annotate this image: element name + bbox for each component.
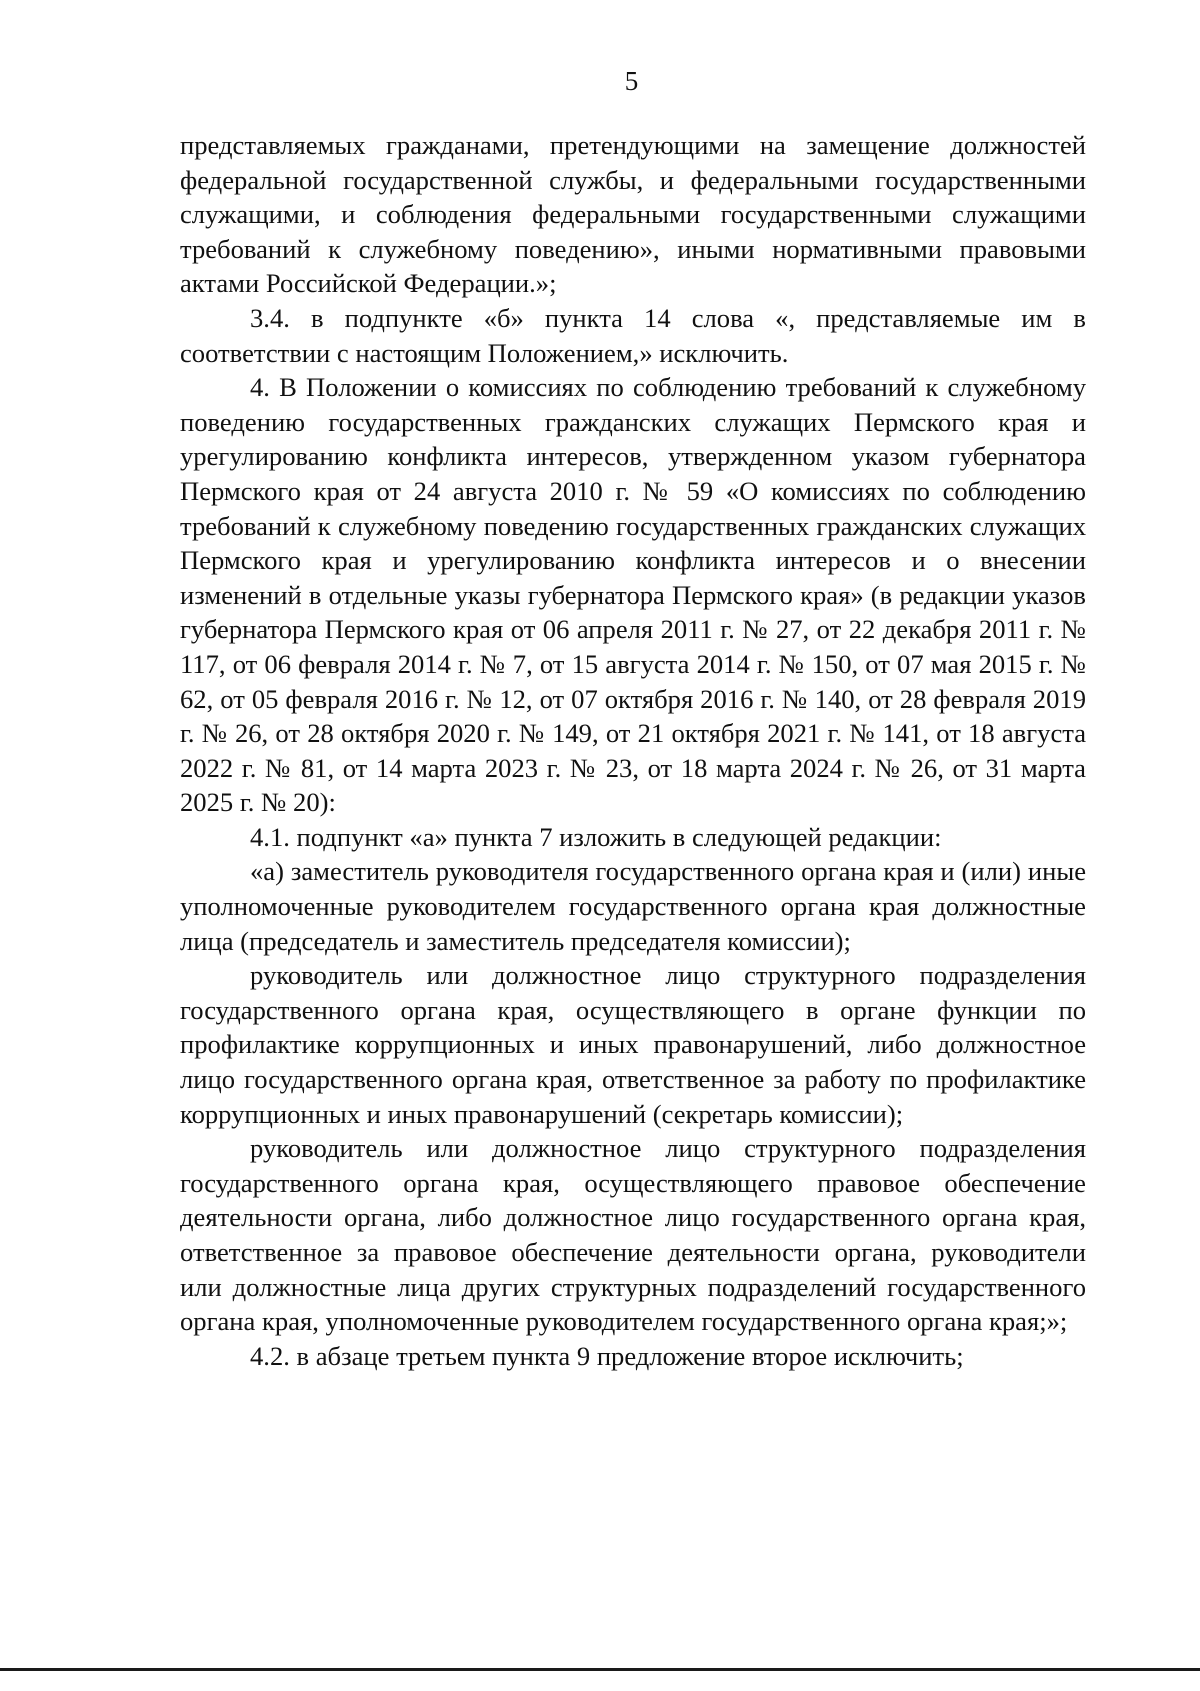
paragraph-item-3-4: 3.4. в подпункте «б» пункта 14 слова «, представляемые им в соответствии с настоящим Положением,» исключить. xyxy=(180,302,1086,368)
paragraph-legal-support: руководитель или должностное лицо структурного подразделения государственного органа края, осуществляющего правовое обеспечение деятельности органа, либо должностное лицо государственного органа края, ответственное за правовое обеспечение деятельности органа, руководители или должностные лица других структурных подразделений государственного органа края, уполномоченные руководителем государственного органа края;»; xyxy=(180,1133,1086,1337)
paragraph-continuation: представляемых гражданами, претендующими на замещение должностей федеральной государственной службы, и федеральными государственными служащими, и соблюдения федеральными государственными служащими требований к служебному поведению», иными нормативными правовыми актами Российской Федерации.»; xyxy=(180,130,1086,299)
paragraph-subitem-a: «а) заместитель руководителя государственного органа края и (или) иные уполномоченные руководителем государственного органа края должностные лица (председатель и заместитель председателя комиссии); xyxy=(180,856,1086,956)
paragraph-item-4: 4. В Положении о комиссиях по соблюдению требований к служебному поведению государственных гражданских служащих Пермского края и урегулированию конфликта интересов, утвержденном указом губернатора Пермского края от 24 августа 2010 г. № 59 «О комиссиях по соблюдению требований к служебному поведению государственных гражданских служащих Пермского края и урегулированию конфликта интересов и о внесении изменений в отдельные указы губернатора Пермского края» (в редакции указов губернатора Пермского края от 06 апреля 2011 г. № 27, от 22 декабря 2011 г. № 117, от 06 февраля 2014 г. № 7, от 15 августа 2014 г. № 150, от 07 мая 2015 г. № 62, от 05 февраля 2016 г. № 12, от 07 октября 2016 г. № 140, от 28 февраля 2019 г. № 26, от 28 октября 2020 г. № 149, от 21 октября 2021 г. № 141, от 18 августа 2022 г. № 81, от 14 марта 2023 г. № 23, от 18 марта 2024 г. № 26, от 31 марта 2025 г. № 20): xyxy=(180,372,1086,818)
paragraph-item-4-2: 4.2. в абзаце третьем пункта 9 предложение второе исключить; xyxy=(250,1340,964,1371)
scan-bottom-edge xyxy=(0,1668,1200,1671)
page-number: 5 xyxy=(624,66,639,96)
paragraph-secretary: руководитель или должностное лицо структурного подразделения государственного органа края, осуществляющего в органе функции по профилактике коррупционных и иных правонарушений, либо должностное лицо государственного органа края, ответственное за работу по профилактике коррупционных и иных правонарушений (секретарь комиссии); xyxy=(180,960,1086,1129)
paragraph-item-4-1: 4.1. подпункт «а» пункта 7 изложить в следующей редакции: xyxy=(250,821,942,852)
document-body xyxy=(180,128,1086,1373)
